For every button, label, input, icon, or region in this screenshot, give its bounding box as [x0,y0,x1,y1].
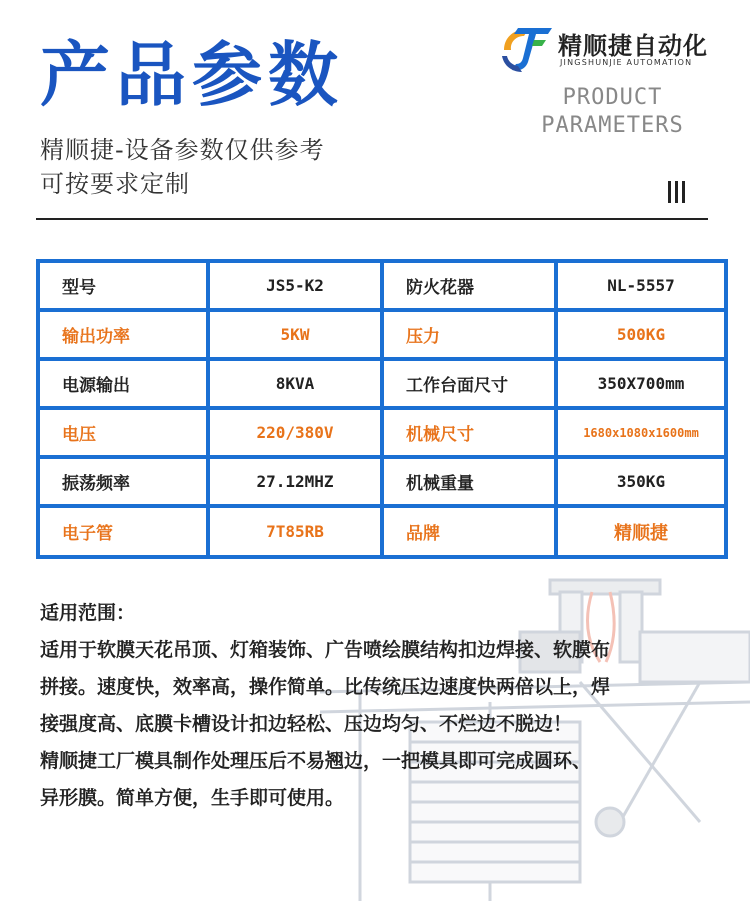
brand-name-en: JINGSHUNJIE AUTOMATION [560,58,693,67]
param-value: 27.12MHZ [210,459,380,504]
usage-line: 精顺捷工厂模具制作处理压后不易翘边，一把模具即可完成圆环、 [40,750,592,772]
usage-heading: 适用范围： [40,602,136,624]
param-label: 型号 [40,263,206,308]
param-label: 振荡频率 [40,459,206,504]
param-value: 8KVA [210,361,380,406]
param-label: 电子管 [40,508,206,555]
param-value: 350X700mm [558,361,724,406]
param-label: 压力 [384,312,554,357]
brand-logo [498,20,728,76]
param-value: 220/380V [210,410,380,455]
brand-name: 精顺捷自动化 [558,32,708,60]
param-label: 电压 [40,410,206,455]
subtitle-line-2: 可按要求定制 [40,170,190,198]
usage-line: 接强度高、底膜卡槽设计扣边轻松、压边均匀、不烂边不脱边！ [40,713,573,735]
subtitle [40,133,325,201]
page-title: 产品参数 [40,34,344,116]
parameters-table [36,259,728,559]
param-label: 机械重量 [384,459,554,504]
decorative-bars-icon [668,181,692,203]
param-label: 品牌 [384,508,554,555]
param-value: 500KG [558,312,724,357]
usage-line: 异形膜。简单方便，生手即可使用。 [40,787,345,809]
usage-line: 适用于软膜天花吊顶、灯箱装饰、广告喷绘膜结构扣边焊接、软膜布 [40,639,611,661]
param-value: 350KG [558,459,724,504]
product-label-line-2: PARAMETERS [541,113,684,138]
product-label-line-1: PRODUCT [562,85,663,110]
divider [36,218,708,220]
param-value: 1680x1080x1600mm [558,410,724,455]
param-value: JS5-K2 [210,263,380,308]
param-label: 电源输出 [40,361,206,406]
param-label: 工作台面尺寸 [384,361,554,406]
subtitle-line-1: 精顺捷-设备参数仅供参考 [40,136,325,164]
param-value: NL-5557 [558,263,724,308]
param-value: 5KW [210,312,380,357]
usage-line: 拼接。速度快，效率高，操作简单。比传统压边速度快两倍以上，焊 [40,676,611,698]
param-label: 机械尺寸 [384,410,554,455]
brand-logo-icon [498,22,554,74]
product-parameters-label [540,84,685,140]
param-value: 精顺捷 [558,508,724,555]
param-label: 防火花器 [384,263,554,308]
param-label: 输出功率 [40,312,206,357]
param-value: 7T85RB [210,508,380,555]
usage-description [40,595,730,817]
